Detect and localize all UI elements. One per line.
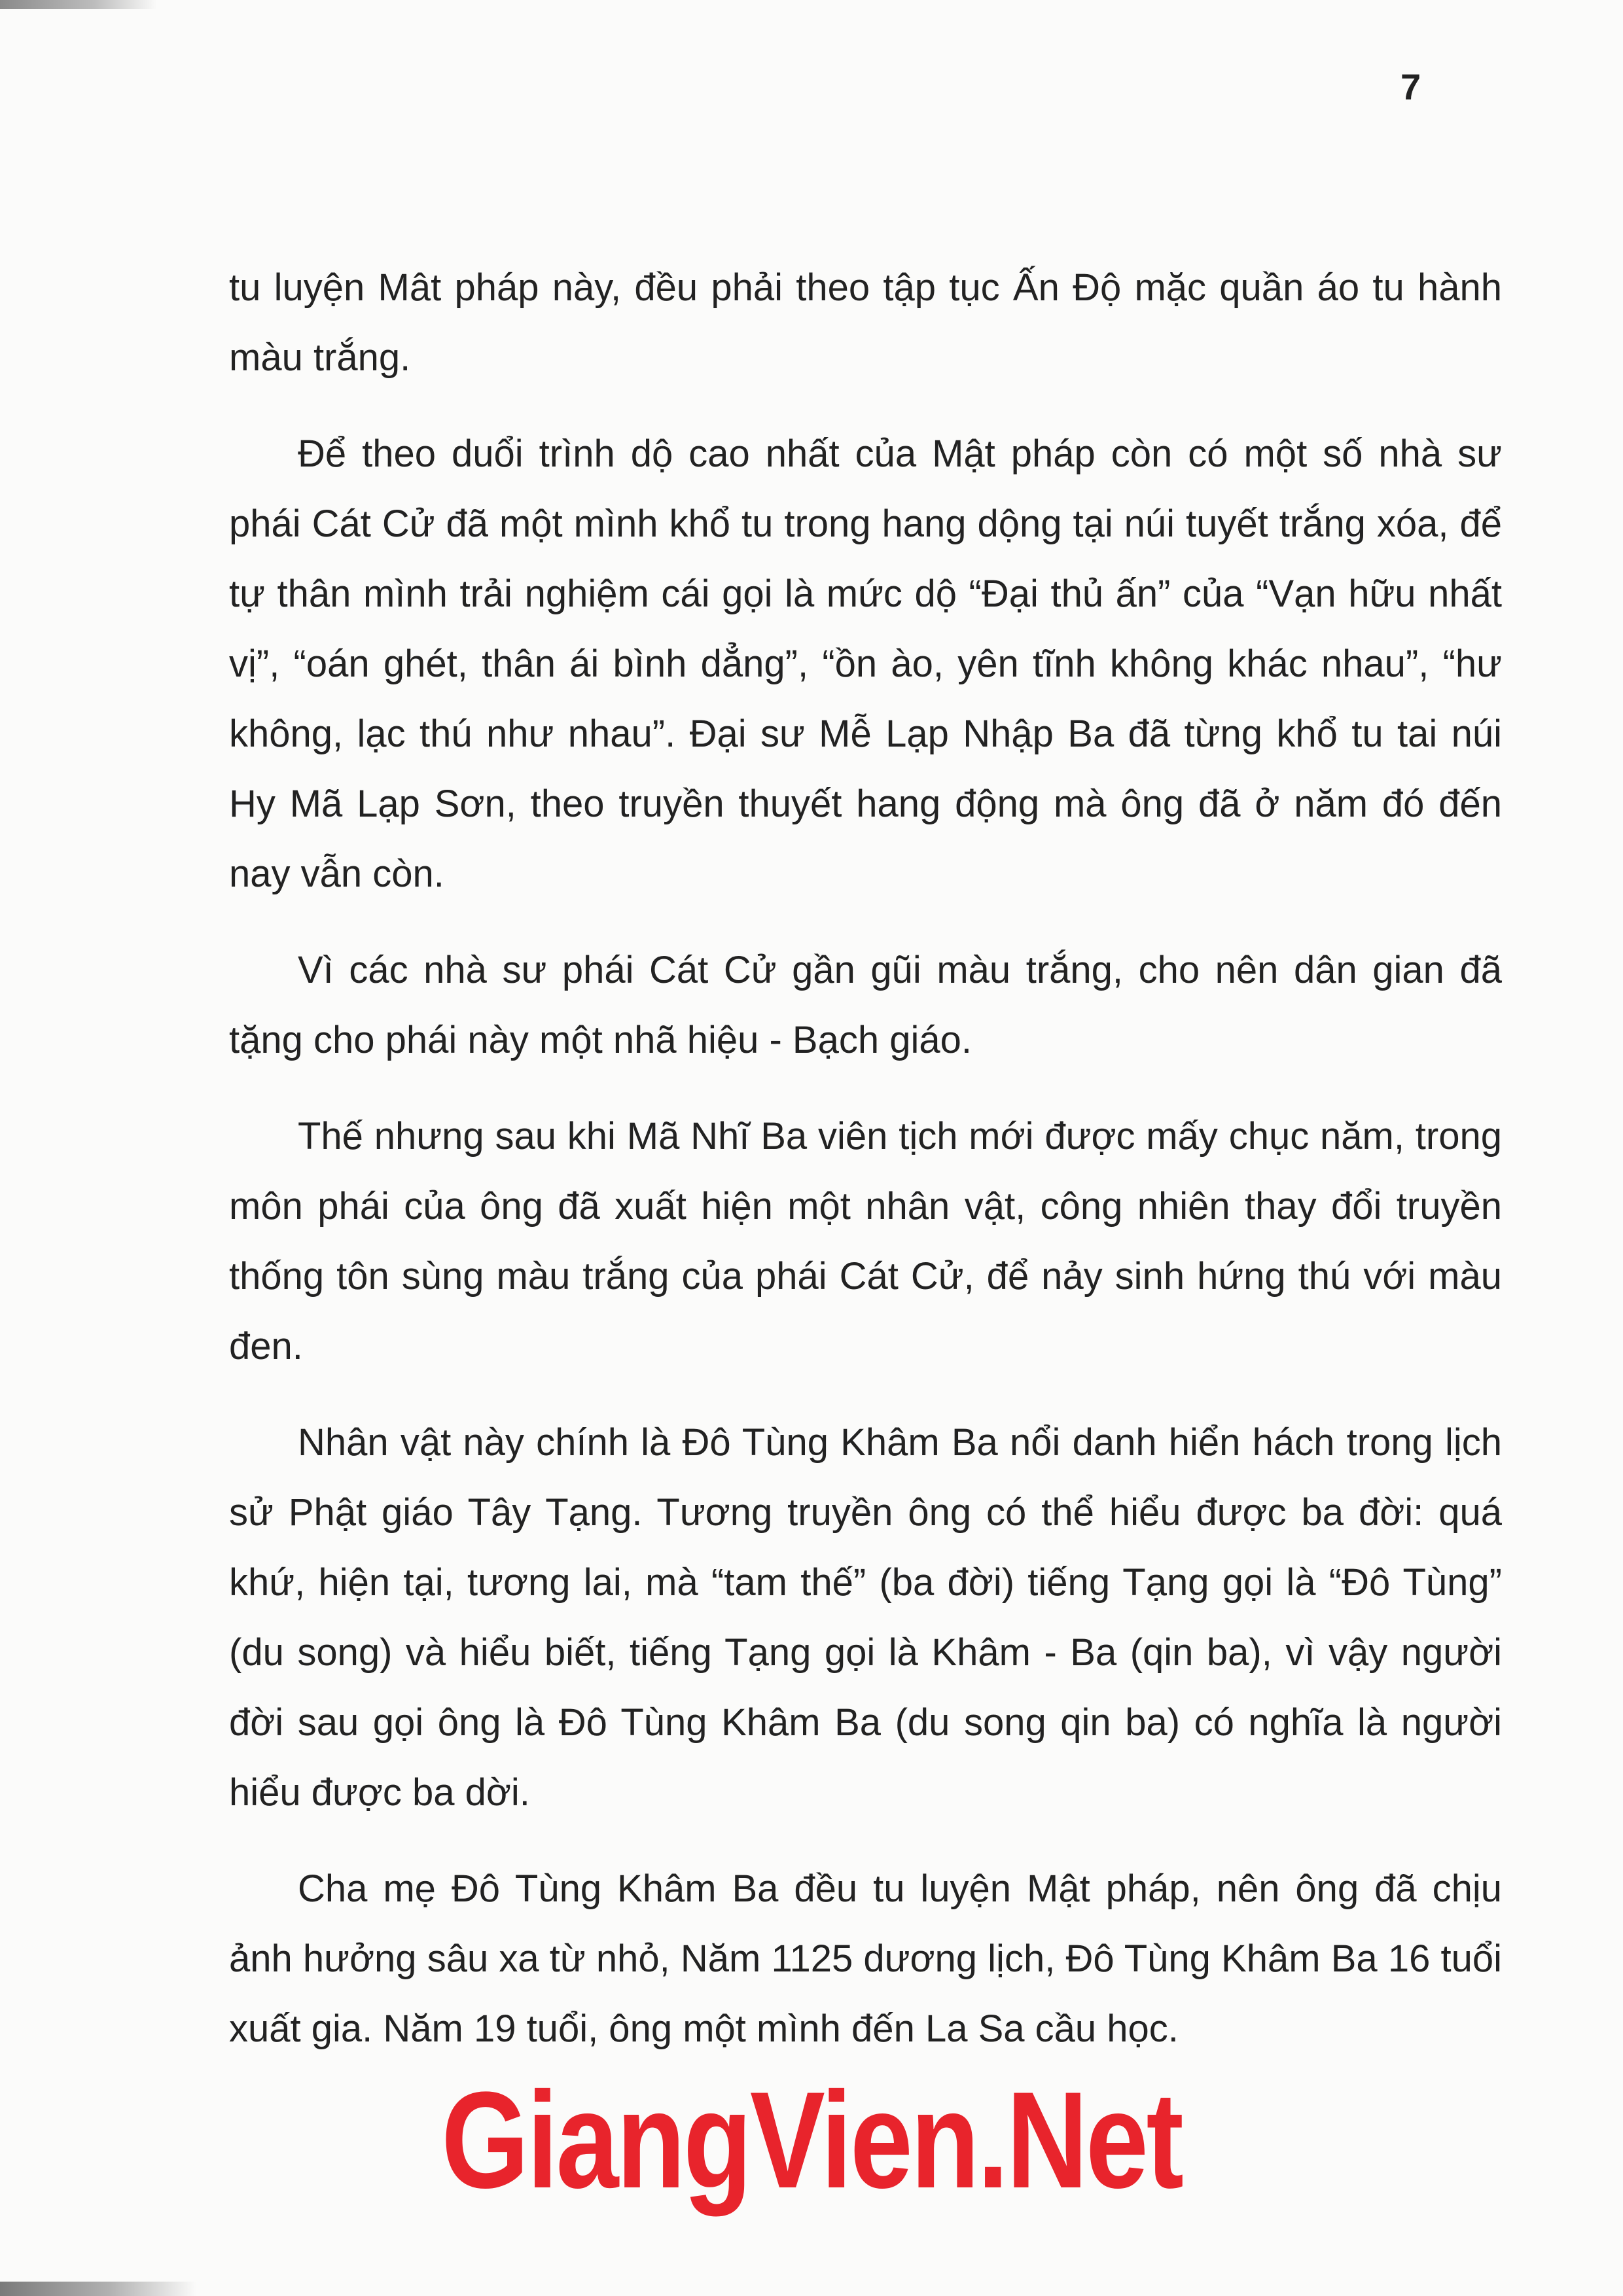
scan-edge-top bbox=[0, 0, 157, 9]
watermark: GiangVien.Net bbox=[441, 2063, 1182, 2217]
paragraph-3: Vì các nhà sư phái Cát Cử gần gũi màu trắng, cho nên dân gian đã tặng cho phái này một nhã hiệu - Bạch giáo. bbox=[229, 949, 1502, 1061]
page-number: 7 bbox=[1400, 66, 1421, 107]
paragraph-5: Nhân vật này chính là Đô Tùng Khâm Ba nổi danh hiển hách trong lịch sử Phật giáo Tây Tạng. Tương truyền ông có thể hiểu được ba đời: quá khứ, hiện tại, tương lai, mà “tam thế” (ba đời) tiếng Tạng gọi là “Đô Tùng” (du song) và hiểu biết, tiếng Tạng gọi là Khâm - Ba (qin ba), vì vậy người đời sau gọi ông là Đô Tùng Khâm Ba (du song qin ba) có nghĩa là người hiểu được ba dời. bbox=[229, 1421, 1502, 1814]
paragraph-1: tu luyện Mât pháp này, đều phải theo tập tục Ấn Độ mặc quần áo tu hành màu trắng. bbox=[229, 266, 1502, 379]
paragraph-2: Để theo duổi trình dộ cao nhất của Mật pháp còn có một số nhà sư phái Cát Cử đã một mình khổ tu trong hang dộng tại núi tuyết trắng xóa, để tự thân mình trải nghiệm cái gọi là mức dộ “Đại thủ ấn” của “Vạn hữu nhất vị”, “oán ghét, thân ái bình dẳng”, “ồn ào, yên tĩnh không khác nhau”, “hư không, lạc thú như nhau”. Đại sư Mễ Lạp Nhập Ba đã từng khổ tu tai núi Hy Mã Lạp Sơn, theo truyền thuyết hang động mà ông đã ở năm đó đến nay vẫn còn. bbox=[229, 433, 1502, 895]
body-text bbox=[229, 253, 1502, 2090]
paragraph-4: Thế nhưng sau khi Mã Nhĩ Ba viên tịch mới được mấy chục năm, trong môn phái của ông đã xuất hiện một nhân vật, công nhiên thay đổi truyền thống tôn sùng màu trắng của phái Cát Cử, để nảy sinh hứng thú với màu đen. bbox=[229, 1115, 1502, 1368]
paragraph-6: Cha mẹ Đô Tùng Khâm Ba đều tu luyện Mật pháp, nên ông đã chịu ảnh hưởng sâu xa từ nhỏ, Năm 1125 dương lịch, Đô Tùng Khâm Ba 16 tuổi xuất gia. Năm 19 tuổi, ông một mình đến La Sa cầu học. bbox=[229, 1867, 1502, 2050]
scan-edge-bottom bbox=[0, 2282, 196, 2296]
